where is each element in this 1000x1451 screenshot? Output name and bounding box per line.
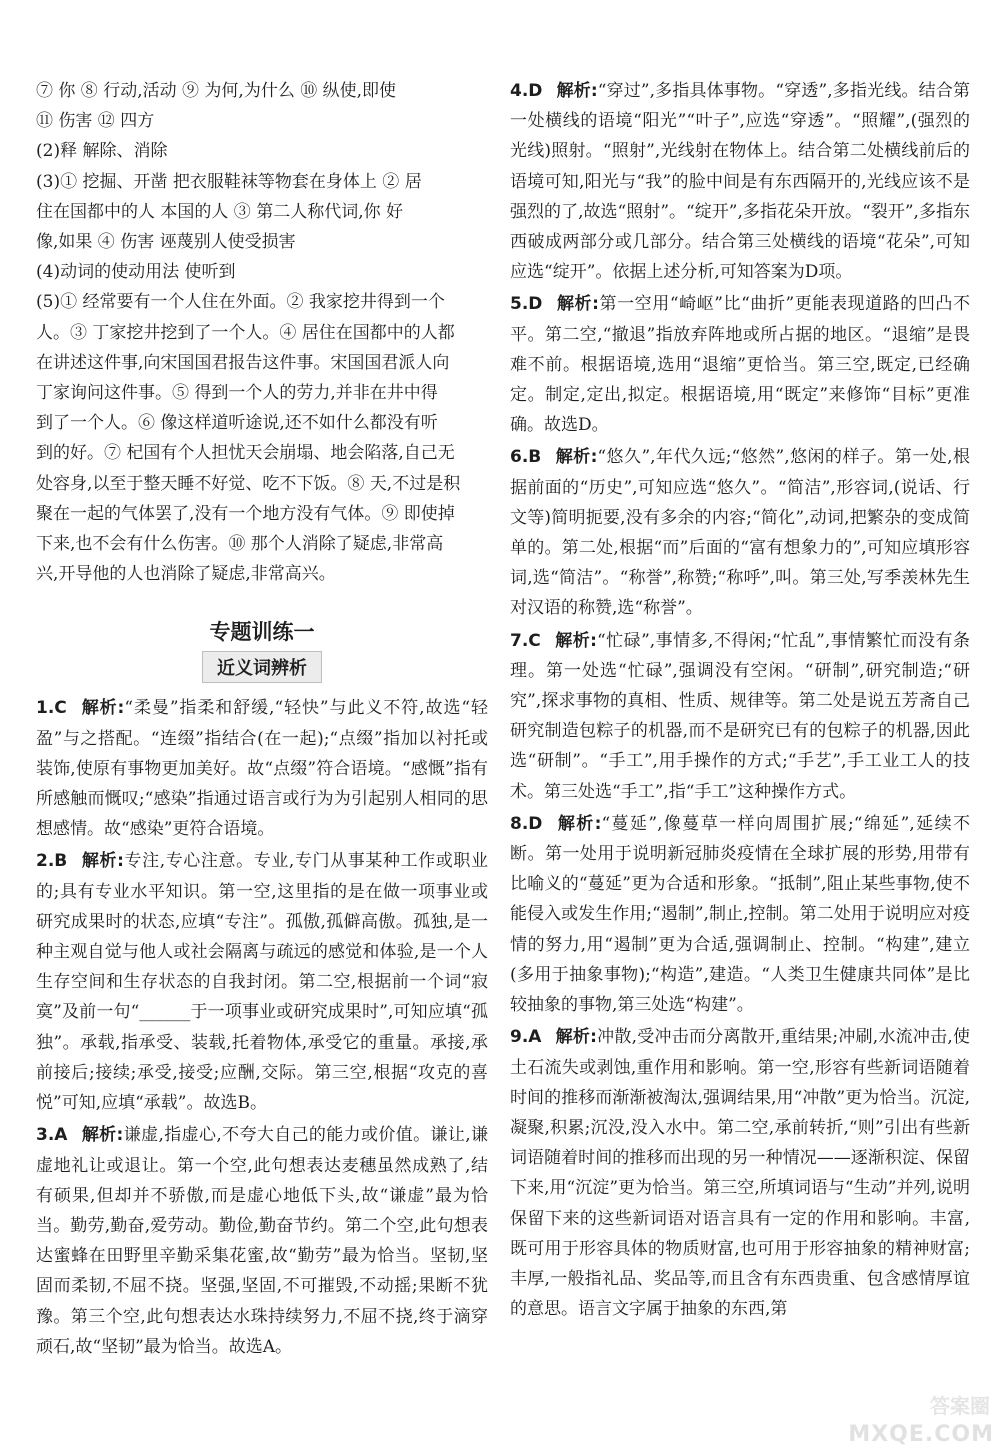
answer-text: 第一空用“崎岖”比“曲折”更能表现道路的凹凸不平。第二空,“撤退”指放弃阵地或所占据的地区。“退缩”是畏难不前。根据语境,选用“退缩”更恰当。第三空,既定,已经确定。制定,定出,拟定。根据语境,用“既定”来修饰“目标”更准确。故选D。	[510, 294, 970, 436]
text-line: (4)动词的使动用法 使听到	[36, 262, 236, 283]
left-lines	[36, 76, 488, 589]
text-line: 到的好。⑦ 杞国有个人担忧天会崩塌、地会陷落,自己无	[36, 443, 455, 464]
answer-label: 解析:	[555, 1027, 597, 1048]
text-line: 人。③ 丁家挖井挖到了一个人。④ 居住在国都中的人都	[36, 322, 455, 343]
text-line: ⑦ 你 ⑧ 行动,活动 ⑨ 为何,为什么 ⑩ 纵使,即使	[36, 81, 397, 101]
text-line: 像,如果 ④ 伤害 诬蔑别人使受损害	[36, 232, 296, 253]
answer-label: 解析:	[555, 447, 598, 468]
text-line: (5)① 经常要有一个人住在外面。② 我家挖井得到一个	[36, 292, 445, 313]
text-line: 处容身,以至于整天睡不好觉、吃不下饭。⑧ 天,不过是积	[36, 473, 461, 494]
section-title: 专题训练一	[209, 620, 315, 645]
right-answers	[510, 76, 970, 1324]
text-line: 兴,开导他的人也消除了疑虑,非常高兴。	[36, 564, 336, 585]
answer-text: “柔曼”指柔和舒缓,“轻快”与此义不符,故选“轻盈”与之搭配。“连缀”指结合(在一起);“点缀”指加以衬托或装饰,使原有事物更加美好。故“点缀”符合语境。“感慨”指有所感触而慨叹;“感染”指通过语言或行为为引起别人相同的思想感情。故“感染”更符合语境。	[36, 698, 488, 840]
text-line: (3)① 挖掘、开凿 把衣服鞋袜等物套在身体上 ② 居	[36, 171, 422, 192]
answer-number: 8.D	[510, 813, 543, 834]
answer-text: “穿过”,多指具体事物。“穿透”,多指光线。结合第一处横线的语境“阳光”“叶子”,应选“穿透”。“照耀”,(强烈的光线)照射。“照射”,光线射在物体上。结合第二处横线前后的语境可知,阳光与“我”的脸中间是有东西隔开的,光线应该不是强烈的了,故选“照射”。“绽开”,多指花朵开放。“裂开”,多指东西破成两部分或几部分。结合第三处横线的语境“花朵”,可知应选“绽开”。依据上述分析,可知答案为D项。	[510, 81, 970, 283]
text-line: 到了一个人。⑥ 像这样道听途说,还不如什么都没有听	[36, 413, 438, 434]
answer-label: 解析:	[556, 294, 599, 315]
watermark-sub: 答案圈	[930, 1394, 990, 1418]
right-column	[510, 76, 970, 1326]
answer-text: “忙碌”,事情多,不得闲;“忙乱”,事情繁忙而没有条理。第一处选“忙碌”,强调没有空闲。“研制”,研究制造;“研究”,探求事物的真相、性质、规律等。第二处是说五芳斋自己研究制造包粽子的机器,而不是研究已有的包粽子的机器,因此选“研制”。“手工”,用手操作的方式;“手艺”,手工业工人的技术。第三处选“手工”,指“手工”这种操作方式。	[510, 630, 970, 802]
section-subtitle-wrap	[36, 651, 488, 683]
watermark-text: MXQE.COM	[848, 1422, 994, 1447]
answer-text: 专注,专心注意。专业,专门从事某种工作或职业的;具有专业水平知识。第一空,这里指的是在做一项事业或研究成果时的状态,应填“专注”。孤傲,孤僻高傲。孤独,是一种主观自觉与他人或社会隔离与疏远的感觉和体验,是一个人生存空间和生存状态的自我封闭。第二空,根据前一个词“寂寞”及前一句“______于一项事业或研究成果时”,可知应填“孤独”。承载,指承受、装载,托着物体,承受它的重量。承接,承前接后;接续;承受,接受;应酬,交际。第三空,根据“攻克的喜悦”可知,应填“承载”。故选B。	[36, 851, 488, 1114]
answer-label: 解析:	[81, 851, 124, 872]
section-subtitle: 近义词辨析	[202, 651, 322, 683]
answer-item	[510, 76, 970, 287]
answer-number: 3.A	[36, 1125, 68, 1146]
text-line: (2)释 解除、消除	[36, 141, 168, 162]
answer-item	[36, 846, 488, 1118]
left-column	[36, 76, 488, 1364]
answer-number: 2.B	[36, 851, 68, 872]
answer-label: 解析:	[554, 630, 597, 651]
answer-text: 冲散,受冲击而分离散开,重结果;冲刷,水流冲击,使土石流失或剥蚀,重作用和影响。第一空,形容有些新词语随着时间的推移而渐渐被淘汰,强调结果,用“冲散”更为恰当。沉淀,凝聚,积累;沉没,没入水中。第二空,承前转折,“则”引出有些新词语随着时间的推移而出现的另一种情况——逐渐积淀、保留下来,用“沉淀”更为恰当。第三空,所填词语与“生动”并列,说明保留下来的这些新词语对语言具有一定的作用和影响。丰富,既可用于形容具体的物质财富,也可用于形容抽象的精神财富;丰厚,一般指礼品、奖品等,而且含有东西贵重、包含感情厚谊的意思。语言文字属于抽象的东西,第	[510, 1027, 970, 1320]
text-line: 丁家询问这件事。⑤ 得到一个人的劳力,并非在井中得	[36, 383, 438, 404]
answer-item	[36, 1120, 488, 1362]
answer-item	[36, 693, 488, 844]
answer-text: “悠久”,年代久远;“悠然”,悠闲的样子。第一处,根据前面的“历史”,可知应选“悠久”。“简洁”,形容词,(说话、行文等)简明扼要,没有多余的内容;“简化”,动词,把繁杂的变成简单的。第二处,根据“而”后面的“富有想象力的”,可知应填形容词,选“简洁”。“称誉”,称赞;“称呼”,叫。第三处,写季羡林先生对汉语的称赞,选“称誉”。	[510, 447, 970, 619]
answer-item	[510, 442, 970, 623]
answer-item	[510, 626, 970, 807]
text-line: 下来,也不会有什么伤害。⑩ 那个人消除了疑虑,非常高	[36, 534, 444, 555]
answer-number: 4.D	[510, 81, 543, 101]
text-line: 住在国都中的人 本国的人 ③ 第二人称代词,你 好	[36, 201, 404, 222]
answer-text: 谦虚,指虚心,不夸大自己的能力或价值。谦让,谦虚地礼让或退让。第一个空,此句想表达麦穗虽然成熟了,结有硕果,但却并不骄傲,而是虚心地低下头,故“谦虚”最为恰当。勤劳,勤奋,爱劳动。勤俭,勤奋节约。第二个空,此句想表达蜜蜂在田野里辛勤采集花蜜,故“勤劳”最为恰当。坚韧,坚固而柔韧,不屈不挠。坚强,坚固,不可摧毁,不动摇;果断不犹豫。第三个空,此句想表达水珠持续努力,不屈不挠,终于滴穿顽石,故“坚韧”最为恰当。故选A。	[36, 1125, 488, 1357]
text-line: 在讲述这件事,向宋国国君报告这件事。宋国国君派人向	[36, 352, 450, 373]
answer-number: 9.A	[510, 1027, 542, 1048]
answer-text: “蔓延”,像蔓草一样向周围扩展;“绵延”,延续不断。第一处用于说明新冠肺炎疫情在全球扩展的形势,用带有比喻义的“蔓延”更为合适和形象。“抵制”,阻止某些事物,使不能侵入或发生作用;“遏制”,制止,控制。第二处用于说明应对疫情的努力,用“遏制”更为合适,强调制止、控制。“构建”,建立(多用于抽象事物);“构造”,建造。“人类卫生健康共同体”是比较抽象的事物,第三处选“构建”。	[510, 813, 970, 1016]
text-line: 聚在一起的气体罢了,没有一个地方没有气体。⑨ 即使掉	[36, 503, 455, 524]
answer-item	[510, 809, 970, 1020]
answer-number: 6.B	[510, 447, 542, 468]
left-answers	[36, 693, 488, 1361]
text-line: ⑪ 伤害 ⑫ 四方	[36, 111, 155, 132]
answer-item	[510, 289, 970, 440]
answer-label: 解析:	[80, 698, 125, 719]
watermark-logo	[834, 1387, 994, 1447]
answer-number: 1.C	[36, 698, 67, 719]
answer-label: 解析:	[556, 81, 598, 101]
answer-number: 7.C	[510, 630, 541, 651]
answer-item	[510, 1022, 970, 1324]
answer-label: 解析:	[81, 1125, 124, 1146]
answer-number: 5.D	[510, 294, 543, 315]
answer-label: 解析:	[556, 813, 602, 834]
